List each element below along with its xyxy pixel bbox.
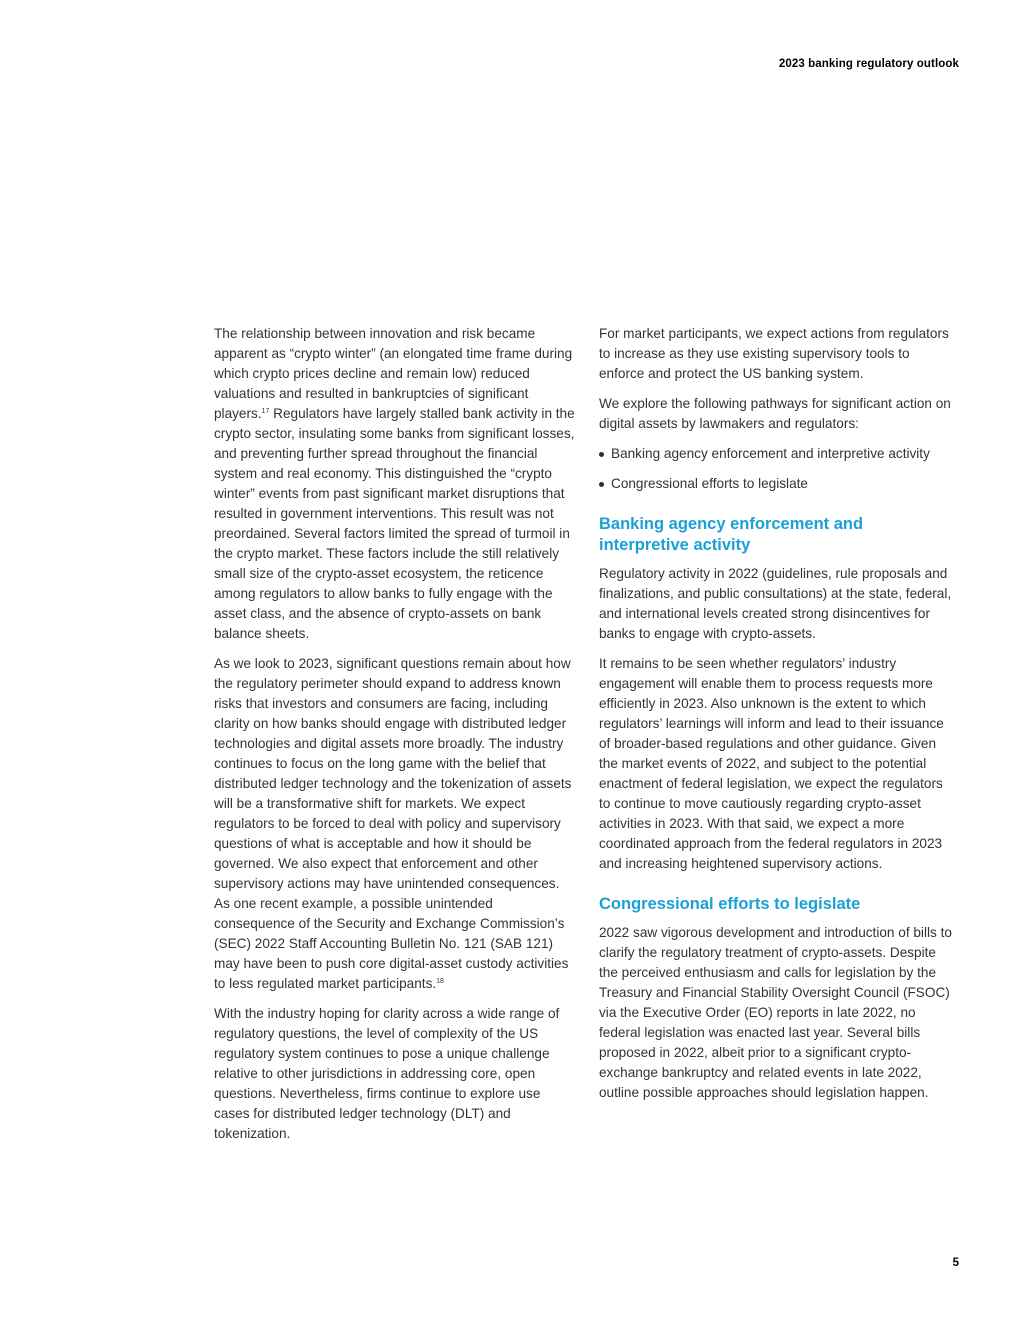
- paragraph: [214, 324, 576, 644]
- page-number: 5: [952, 1257, 959, 1269]
- pathway-list: [599, 444, 957, 494]
- paragraph-text: The relationship between innovation and risk became apparent as “crypto winter” (an elongated time frame during which crypto prices decline and remain low) reduced valuations and resulted in bankruptcies of significant players.: [214, 326, 573, 421]
- footnote-ref[interactable]: 18: [436, 978, 444, 985]
- paragraph: For market participants, we expect actions from regulators to increase as they use existing supervisory tools to enforce and protect the US banking system.: [599, 326, 949, 381]
- running-header: 2023 banking regulatory outlook: [778, 58, 959, 70]
- list-item: Congressional efforts to legislate: [599, 474, 957, 494]
- paragraph-text: Regulators have largely stalled bank activity in the crypto sector, insulating some banks from significant losses, and preventing further spread throughout the financial system and real economy. This distinguished the “crypto winter” events from past significant market disruptions that resulted in government interventions. This result was not preordained. Several factors limited the spread of turmoil in the crypto market. These factors include the still relatively small size of the crypto-asset ecosystem, the reticence among regulators to allow banks to fully engage with the asset class, and the absence of crypto-assets on bank balance sheets.: [214, 406, 575, 641]
- paragraph: [214, 654, 576, 994]
- list-item: Banking agency enforcement and interpretive activity: [599, 444, 957, 464]
- paragraph: With the industry hoping for clarity across a wide range of regulatory questions, the level of complexity of the US regulatory system continues to pose a unique challenge relative to other jurisdictions in addressing core, open questions. Nevertheless, firms continue to explore use cases for distributed ledger technology (DLT) and tokenization.: [214, 1006, 560, 1141]
- section-heading: Congressional efforts to legislate: [599, 895, 861, 913]
- right-column: [599, 324, 957, 1113]
- paragraph: Regulatory activity in 2022 (guidelines, rule proposals and finalizations, and public consultations) at the state, federal, and international levels created strong disincentives for banks to engage with crypto-assets.: [599, 566, 952, 641]
- paragraph: It remains to be seen whether regulators’ industry engagement will enable them to process requests more efficiently in 2023. Also unknown is the extent to which regulators’ learnings will inform and lead to their issuance of broader-based regulations and other guidance. Given the market events of 2022, and subject to the potential enactment of federal legislation, we expect the regulators to continue to move cautiously regarding crypto-asset activities in 2023. With that said, we expect a more coordinated approach from the federal regulators in 2023 and increasing heightened supervisory actions.: [599, 656, 944, 871]
- footnote-ref[interactable]: 17: [261, 408, 270, 415]
- left-column: [214, 324, 576, 1154]
- paragraph-text: As we look to 2023, significant questions remain about how the regulatory perimeter should expand to address known risks that investors and consumers are facing, including clarity on how banks should engage with distributed ledger technologies and digital assets more broadly. The industry continues to focus on the long game with the belief that distributed ledger technology and the tokenization of assets will be a transformative shift for markets. We expect regulators to be forced to deal with policy and supervisory questions of what is acceptable and how it should be governed. We also expect that enforcement and other supervisory actions may have unintended consequences. As one recent example, a possible unintended consequence of the Security and Exchange Commission’s (SEC) 2022 Staff Accounting Bulletin No. 121 (SAB 121) may have been to push core digital-asset custody activities to less regulated market participants.: [214, 656, 572, 991]
- paragraph: 2022 saw vigorous development and introduction of bills to clarify the regulatory treatment of crypto-assets. Despite the perceived enthusiasm and calls for legislation by the Treasury and Financial Stability Oversight Council (FSOC) via the Executive Order (EO) reports in late 2022, no federal legislation was enacted last year. Several bills proposed in 2022, albeit prior to a significant crypto-exchange bankruptcy and related events in late 2022, outline possible approaches should legislation happen.: [599, 925, 952, 1100]
- section-heading: Banking agency enforcement and interpretive activity: [599, 515, 864, 554]
- paragraph: We explore the following pathways for significant action on digital assets by lawmakers and regulators:: [599, 396, 951, 431]
